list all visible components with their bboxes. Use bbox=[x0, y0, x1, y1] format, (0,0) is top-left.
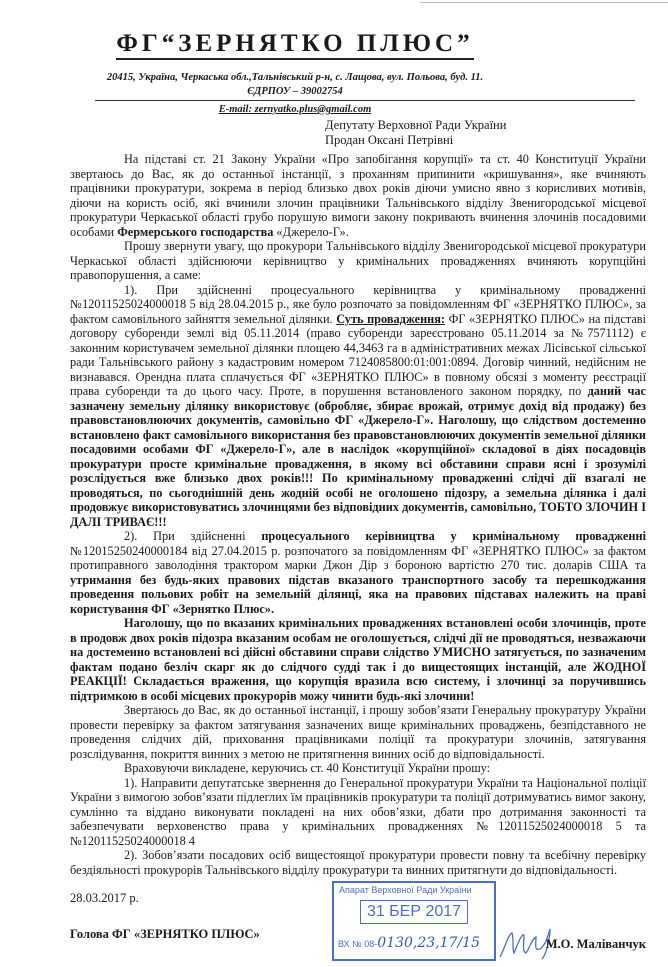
letter-date: 28.03.2017 р. bbox=[70, 891, 139, 905]
letterhead-title bbox=[0, 30, 590, 58]
paragraph-text: ФГ «ЗЕРНЯТКО ПЛЮС» на підставі договору суборенди землі від 05.11.2014 (право суборенди зареєстровано 05.11.2014 за №7571112) є законним користувачем земельної ділянки площею 44,3463 га в адміністративних межах Лісівської сільської ради Тальнівського району з кадастровим номером 7124085800:01:001:0894. Договір чинний, недійсним не визнавався. Орендна плата сплачується ФГ «ЗЕРНЯТКО ПЛЮС» в повному обсязі з моменту реєстрації права суборенди та до цього часу. Проте, в порушення встановленого законом порядку, по bbox=[70, 311, 647, 398]
stamp-reg-number: 0130,23,17/15 bbox=[377, 935, 480, 951]
addressee-line-2: Продан Оксані Петрівні bbox=[325, 133, 454, 147]
emphasized-text: утримання без будь-яких правових підстав вказаного транспортного засобу та перешкоджання проведення польових робіт на земельній ділянці, яка на правових підставах належить на праві користування ФГ «Зернятко Плюс». bbox=[70, 572, 646, 616]
emphasized-text: Фермерського господарства bbox=[117, 224, 274, 239]
signer-position: Голова ФГ «ЗЕРНЯТКО ПЛЮС» bbox=[70, 927, 260, 941]
letter-footer bbox=[70, 881, 646, 967]
body-paragraph bbox=[70, 283, 646, 530]
paragraph-text: 2). Зобов’язати посадових осіб вищестоящої прокуратури провести повну та всебічну перевірку бездіяльності прокурорів Тальнівського відділу прокуратури та винних притягнути до відповідальності. bbox=[70, 848, 646, 877]
paragraph-text: Прошу звернути увагу, що прокурори Тальнівського відділу Звенигородської місцевої прокуратури Черкаської області здійснюючи керівництво у кримінальних провадженнях вчиняють корупційні правопорушення, а саме: bbox=[70, 239, 646, 282]
body-paragraph bbox=[70, 776, 646, 849]
body-paragraph bbox=[70, 529, 646, 616]
emphasized-text: Наголошу, що по вказаних кримінальних провадженнях встановлені особи злочинців, проте в продовж двох років підозра вказаним особам не оголошується, слідчі дії не проводяться, незважаючи на достеменно встановлені всі дійсні обставини справи слідство УМИСНО затягується, по зазначеним фактам подано безліч скарг як до слідчого судді так і до вищестоящих інстанцій, але ЖОДНОЇ РЕАКЦІЇ! Складається враження, що корупція вразила всю систему, і злочинці за поручившись підтримкою в особі місцевих прокурорів можу чинити будь-які злочини! bbox=[70, 616, 646, 703]
paragraph-text: Звертаюсь до Вас, як до останньої інстанції, і прошу зобов’язати Генеральну прокуратуру України провести перевірку за фактом затягування зазначених вище кримінальних проваджень, безпідставного не проведення слідчих дій, приховання працівниками поліції та прокуратури злочинів, затягування розслідування, покриття винних з метою не притягнення винних осіб до відповідальності. bbox=[70, 703, 646, 761]
stamp-organization: Апарат Верховної Ради України bbox=[339, 885, 472, 895]
company-email: E-mail: zernyatko.plus@gmail.com bbox=[218, 104, 372, 115]
body-paragraph bbox=[70, 761, 646, 776]
paragraph-text: «Джерело-Г». bbox=[273, 224, 349, 239]
paragraph-text: На підставі ст. 21 Закону України «Про запобігання корупції» та ст. 40 Конституції України звертаюсь до Вас, як до останньої інстанції, з проханням припинити «кришування», яке вчиняють працівники прокуратури, зокрема в період близько двох років діючи умисно явно з корисливих мотивів, діючи на користь осіб, які вчинили злочин працівники Тальнівського відділу Звенигородської місцевої прокуратури Черкаської області грубо порушую вимоги закону покривають вчинення злочинів посадовими особами bbox=[70, 152, 646, 239]
paragraph-text: Враховуючи викладене, керуючись ст. 40 Конституції України прошу: bbox=[124, 761, 491, 775]
company-address: 20415, Україна, Черкаська обл.,Тальнівський р-н, с. Лащова, вул. Польова, буд. 11. bbox=[106, 72, 484, 83]
emphasized-text: процесуального керівництва у кримінальному провадженні bbox=[261, 529, 646, 543]
paragraph-text: 1). При здійсненні процесуального керівництва у кримінальному провадженні №12011525024000018 5 від 28.04.2015 р., яке було розпочато за повідомленням ФГ «ЗЕРНЯТКО ПЛЮС», за фактом самовільного зайняття земельної ділянки. bbox=[70, 282, 646, 326]
scan-edge bbox=[420, 2, 668, 3]
body-paragraph bbox=[70, 152, 646, 239]
stamp-date: 31 БЕР 2017 bbox=[360, 900, 468, 924]
signer-name: М.О. Малiванчук bbox=[545, 937, 646, 951]
addressee-line-1: Депутату Верховної Ради України bbox=[325, 118, 507, 132]
paragraph-text: №12015250240000184 від 27.04.2015 р. розпочатого за повідомленням ФГ «ЗЕРНЯТКО ПЛЮС» за фактом протиправного заволодіння трактором марки Джон Дір з бороною вартістю 270 тис. доларів США та bbox=[70, 543, 646, 572]
letterhead-divider bbox=[95, 100, 635, 101]
body-paragraph bbox=[70, 848, 646, 877]
emphasized-text: даний час зазначену земельну ділянку використовує (обробляє, збирає врожай, отримує дохід від продажу) без правовстановлюючих документів, самовільно ФГ «Джерело-Г». Наголошу, що слідством достеменно встановлено факт самовільного використання без правовстановлюючих документів земельної ділянки посадовими особами ФГ «Джерело-Г», але в наслідок «корупційної» складової в діях посадовців прокуратури просте кримінальне провадження, в якому всі обставини справи ясні і зрозумілі розслідується вже близько двох років!!! По кримінальному провадженні слідчі дії взагалі не проводяться, по сьогоднішній день жодній особі не оголошено підозру, а земельна ділянка і далі продовжує використовуватись злочинцями без відповідних документів, самовільно, ТОБТО ЗЛОЧИН І ДАЛІ ТРИВАЄ!!! bbox=[70, 384, 646, 529]
company-edrpou: ЄДРПОУ – 39002754 bbox=[247, 86, 343, 97]
body-paragraph bbox=[70, 703, 646, 761]
stamp-registration bbox=[338, 935, 480, 951]
emphasized-text: Суть провадження: bbox=[336, 311, 445, 326]
paragraph-text: 1). Направити депутатське звернення до Генеральної прокуратури України та Національної поліції України з вимогою зобов’язати підлеглих їм працівників прокуратури та поліції дотримуватись вимог закону, сумлінно та віддано виконувати покладені на них обов’язки, дбати про дотримання законності та забезпечувати верховенство права у кримінальних провадженнях №12011525024000018 5 та №12011525024000018 4 bbox=[70, 775, 646, 848]
body-paragraph bbox=[70, 616, 646, 703]
body-paragraph bbox=[70, 239, 646, 283]
letter-content bbox=[70, 152, 646, 967]
company-name: ФГ“ЗЕРНЯТКО ПЛЮС” bbox=[116, 30, 473, 60]
registration-stamp bbox=[332, 881, 496, 961]
letter-body bbox=[70, 152, 646, 877]
stamp-reg-prefix: ВХ № 08- bbox=[338, 939, 378, 949]
paragraph-text: 2). При здійсненні bbox=[124, 529, 262, 543]
